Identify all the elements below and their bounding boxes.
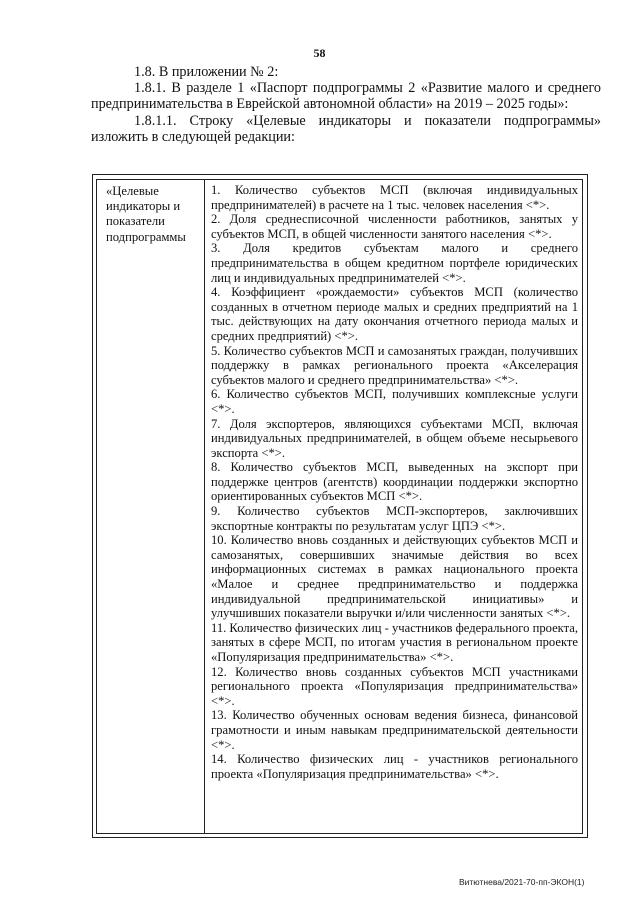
indicators-table bbox=[92, 174, 588, 838]
indicator-item: 12. Количество вновь созданных субъектов МСП участниками регионального проекта «Популяризация предпринимательства» <*>. bbox=[211, 664, 578, 708]
indicator-item: 13. Количество обученных основам ведения бизнеса, финансовой грамотности и иным навыкам предпринимательской деятельности <*>. bbox=[211, 708, 578, 752]
indicators-table-inner bbox=[96, 179, 583, 834]
indicator-item: 8. Количество субъектов МСП, выведенных на экспорт при поддержке центров (агентств) координации поддержки экспортно ориентированных субъектов МСП <*>. bbox=[211, 460, 578, 504]
table-right-cell bbox=[205, 180, 582, 833]
indicator-item: 11. Количество физических лиц - участников федерального проекта, занятых в сфере МСП, по итогам участия в региональном проекте «Популяризация предпринимательства» <*>. bbox=[211, 620, 579, 664]
indicator-item: 9. Количество субъектов МСП-экспортеров, заключивших экспортные контракты по результатам услуг ЦПЭ <*>. bbox=[211, 504, 578, 533]
indicator-item: 3. Доля кредитов субъектам малого и среднего предпринимательства в общем кредитном портфеле юридических лиц и индивидуальных предпринимателей <*>. bbox=[211, 241, 578, 285]
indicator-item: 2. Доля среднесписочной численности работников, занятых у субъектов МСП, в общей численности занятого населения <*>. bbox=[211, 212, 578, 241]
indicator-item: 5. Количество субъектов МСП и самозанятых граждан, получивших поддержку в рамках регионального проекта «Акселерация субъектов малого и среднего предпринимательства» <*>. bbox=[211, 343, 578, 387]
table-left-cell: «Целевые индикаторы и показатели подпрограммы bbox=[97, 180, 205, 833]
instruction-paragraph: 1.8.1.1. Строку «Целевые индикаторы и показатели подпрограммы» изложить в следующей редакции: bbox=[91, 112, 601, 145]
indicator-item: 14. Количество физических лиц - участников регионального проекта «Популяризация предпринимательства» <*>. bbox=[211, 752, 578, 781]
intro-text bbox=[91, 64, 601, 145]
indicator-item: 1. Количество субъектов МСП (включая индивидуальных предпринимателей) в расчете на 1 тыс. человек населения <*>. bbox=[211, 183, 578, 212]
section-paragraph: 1.8.1. В разделе 1 «Паспорт подпрограммы 2 «Развитие малого и среднего предпринимательства в Еврейской автономной области» на 2019 – 2025 годы»: bbox=[91, 80, 601, 113]
indicator-item: 10. Количество вновь созданных и действующих субъектов МСП и самозанятых, совершивших значимые действия во всех информационных системах в рамках национального проекта «Малое и среднее предпринимательство и поддержка индивидуальной предпринимательской инициативы» и улучшивших показатели выручки и/или численности занятых <*>. bbox=[211, 533, 578, 621]
document-footer: Витютнева/2021-70-пп-ЭКОН(1) bbox=[459, 877, 585, 887]
section-heading: 1.8. В приложении № 2: bbox=[134, 64, 279, 80]
indicator-item: 6. Количество субъектов МСП, получивших комплексные услуги <*>. bbox=[211, 387, 578, 416]
indicator-item: 7. Доля экспортеров, являющихся субъектами МСП, включая индивидуальных предпринимателей, в общем объеме несырьевого экспорта <*>. bbox=[211, 416, 578, 460]
indicator-item: 4. Коэффициент «рождаемости» субъектов МСП (количество созданных в отчетном периоде малых и средних предприятий на 1 тыс. действующих на дату окончания отчетного периода малых и средних предприятий) <*>. bbox=[211, 285, 578, 343]
page-number: 58 bbox=[313, 46, 326, 60]
